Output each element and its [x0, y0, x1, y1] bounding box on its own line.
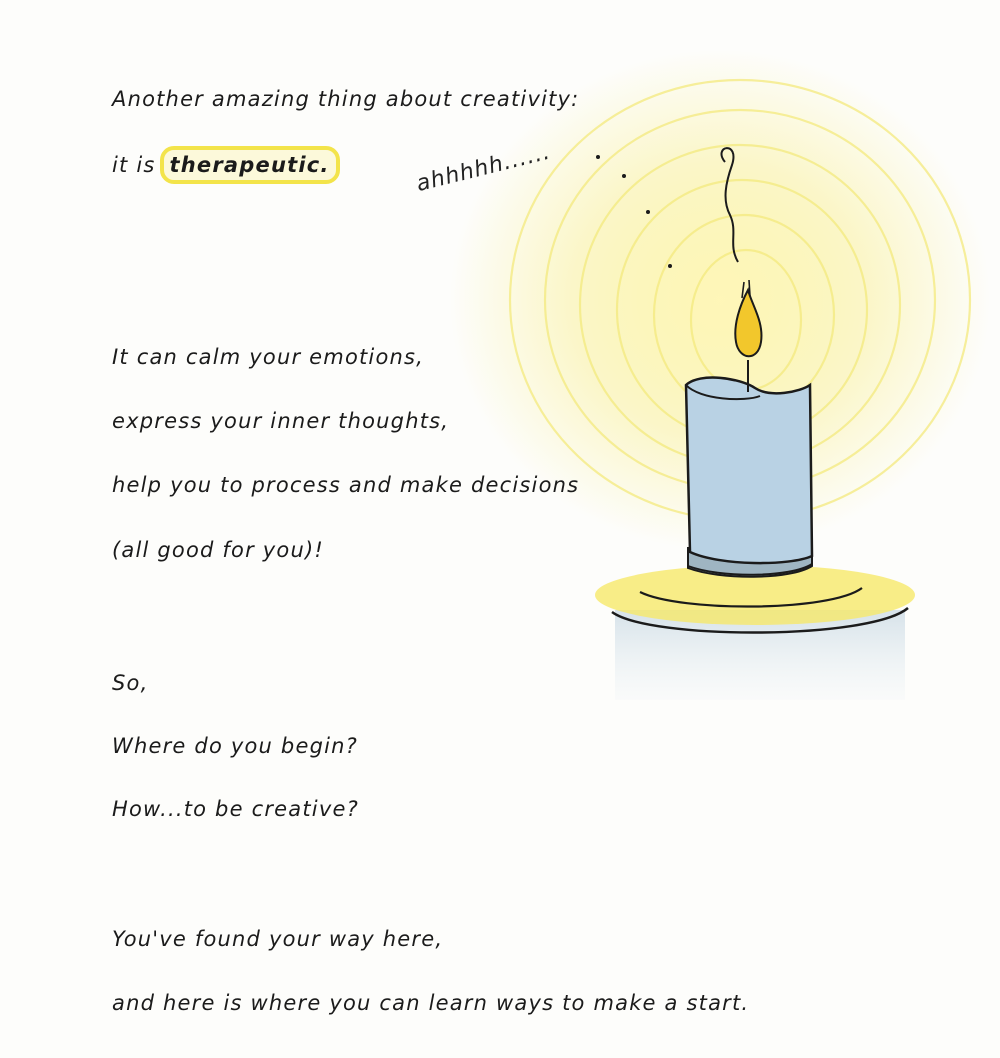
- candle-stand-icon: [595, 565, 915, 700]
- intro-prefix: it is: [112, 153, 156, 177]
- benefit-line-3: help you to process and make decisions: [112, 473, 580, 497]
- closing-line-2: and here is where you can learn ways to make a start.: [112, 991, 750, 1015]
- intro-line-1: Another amazing thing about creativity:: [112, 87, 580, 111]
- sigh-text: ahhhhh......: [413, 139, 554, 197]
- benefit-line-4: (all good for you)!: [112, 538, 324, 562]
- benefit-line-1: It can calm your emotions,: [112, 345, 425, 369]
- question-line-3: How...to be creative?: [112, 797, 359, 821]
- candle-icon: [686, 378, 812, 564]
- intro-line-2: [112, 146, 340, 184]
- benefit-line-2: express your inner thoughts,: [112, 409, 450, 433]
- closing-line-1: You've found your way here,: [112, 927, 444, 951]
- question-line-2: Where do you begin?: [112, 734, 359, 758]
- highlighted-word: therapeutic.: [160, 146, 340, 184]
- question-line-1: So,: [112, 671, 149, 695]
